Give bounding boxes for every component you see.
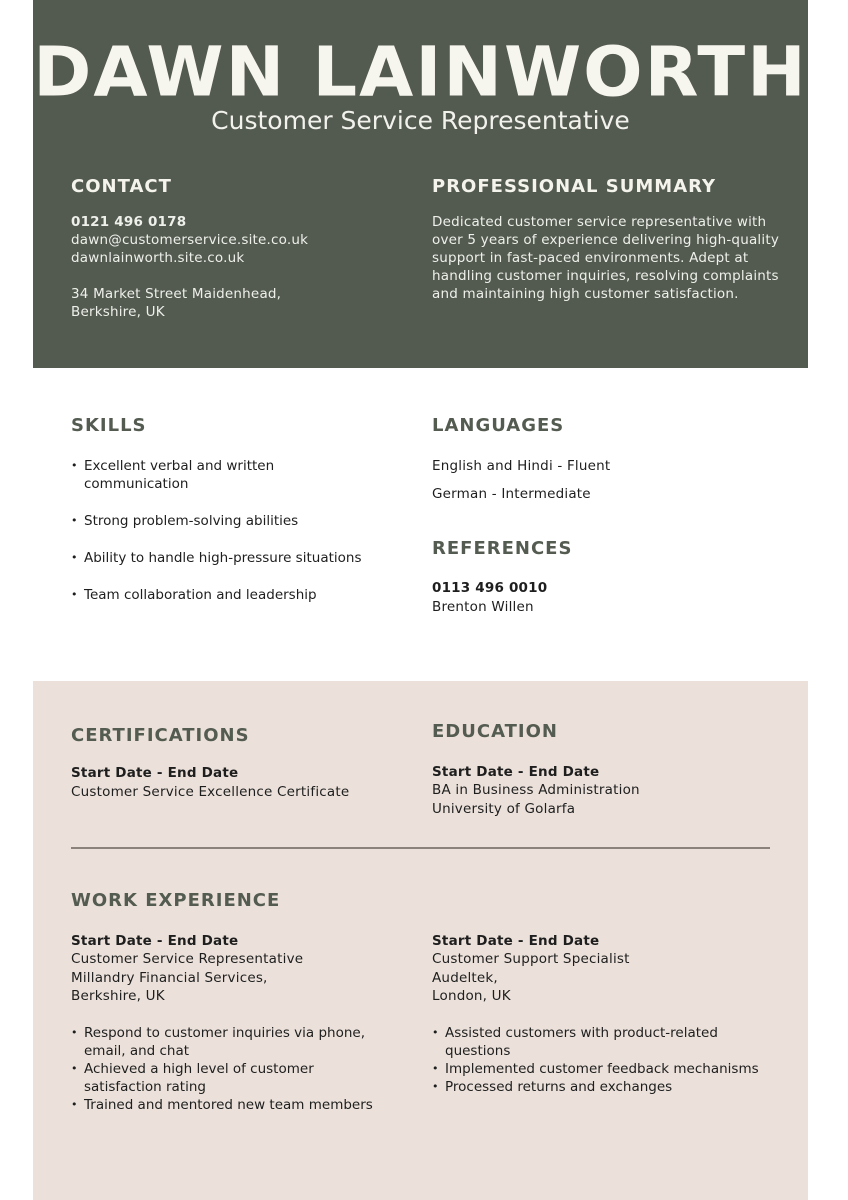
job-location: Berkshire, UK: [71, 988, 165, 1004]
candidate-role: Customer Service Representative: [211, 106, 630, 135]
skill-line: communication: [84, 476, 189, 492]
skill-line: Ability to handle high-pressure situations: [84, 550, 362, 566]
contact-website[interactable]: dawnlainworth.site.co.uk: [71, 250, 245, 266]
job-bullet-line: Respond to customer inquiries via phone,: [84, 1025, 366, 1041]
summary-line: support in fast-paced environments. Adept at: [432, 250, 749, 266]
list-item: [71, 549, 391, 567]
list-item: [71, 1024, 401, 1060]
job-bullet-line: Assisted customers with product-related: [445, 1025, 718, 1041]
skill-line: Team collaboration and leadership: [84, 587, 317, 603]
list-item: [432, 1060, 772, 1078]
job-role: Customer Support Specialist: [432, 951, 630, 967]
certifications-title: CERTIFICATIONS: [71, 725, 250, 746]
skills-list: [71, 457, 391, 604]
job-bullet-line: satisfaction rating: [84, 1079, 206, 1095]
skill-line: Strong problem-solving abilities: [84, 513, 299, 529]
certification-name: Customer Service Excellence Certificate: [71, 784, 350, 800]
job-company: Millandry Financial Services,: [71, 970, 268, 986]
job-bullet-line: Processed returns and exchanges: [445, 1079, 673, 1095]
job-date: Start Date - End Date: [71, 933, 239, 949]
job-company: Audeltek,: [432, 970, 498, 986]
job-bullets: [71, 1024, 401, 1114]
summary-line: handling customer inquiries, resolving complaints: [432, 268, 779, 284]
job-date: Start Date - End Date: [432, 933, 600, 949]
job-role: Customer Service Representative: [71, 951, 304, 967]
list-item: [71, 1060, 401, 1096]
education-title: EDUCATION: [432, 721, 558, 742]
contact-address-line2: Berkshire, UK: [71, 304, 165, 320]
contact-phone: 0121 496 0178: [71, 214, 187, 230]
references-title: REFERENCES: [432, 538, 573, 559]
list-item: [71, 1096, 401, 1114]
lower-panel: [33, 681, 808, 1200]
job-bullet-line: email, and chat: [84, 1043, 190, 1059]
job-bullets: [432, 1024, 772, 1096]
contact-email[interactable]: dawn@customerservice.site.co.uk: [71, 232, 309, 248]
skills-title: SKILLS: [71, 415, 147, 436]
language-item: English and Hindi - Fluent: [432, 458, 611, 474]
certification-date: Start Date - End Date: [71, 765, 239, 781]
language-item: German - Intermediate: [432, 486, 591, 502]
summary-line: over 5 years of experience delivering high-quality: [432, 232, 780, 248]
summary-line: and maintaining high customer satisfaction.: [432, 286, 739, 302]
list-item: [71, 512, 391, 530]
contact-title: CONTACT: [71, 176, 172, 197]
list-item: [71, 457, 391, 493]
languages-title: LANGUAGES: [432, 415, 565, 436]
summary-title: PROFESSIONAL SUMMARY: [432, 176, 717, 197]
education-date: Start Date - End Date: [432, 764, 600, 780]
education-school: University of Golarfa: [432, 801, 576, 817]
job-bullet-line: Trained and mentored new team members: [84, 1097, 373, 1113]
reference-phone: 0113 496 0010: [432, 580, 548, 596]
list-item: [71, 586, 391, 604]
section-divider: [71, 847, 770, 849]
job-bullet-line: Implemented customer feedback mechanisms: [445, 1061, 759, 1077]
contact-address-line1: 34 Market Street Maidenhead,: [71, 286, 282, 302]
job-bullet-line: Achieved a high level of customer: [84, 1061, 314, 1077]
header-panel: [33, 0, 808, 368]
job-bullet-line: questions: [445, 1043, 511, 1059]
candidate-name: DAWN LAINWORTH: [33, 31, 808, 113]
summary-line: Dedicated customer service representative with: [432, 214, 767, 230]
skill-line: Excellent verbal and written: [84, 458, 275, 474]
education-degree: BA in Business Administration: [432, 782, 640, 798]
list-item: [432, 1078, 772, 1096]
list-item: [432, 1024, 772, 1060]
job-location: London, UK: [432, 988, 511, 1004]
work-title: WORK EXPERIENCE: [71, 890, 281, 911]
reference-name: Brenton Willen: [432, 599, 534, 615]
